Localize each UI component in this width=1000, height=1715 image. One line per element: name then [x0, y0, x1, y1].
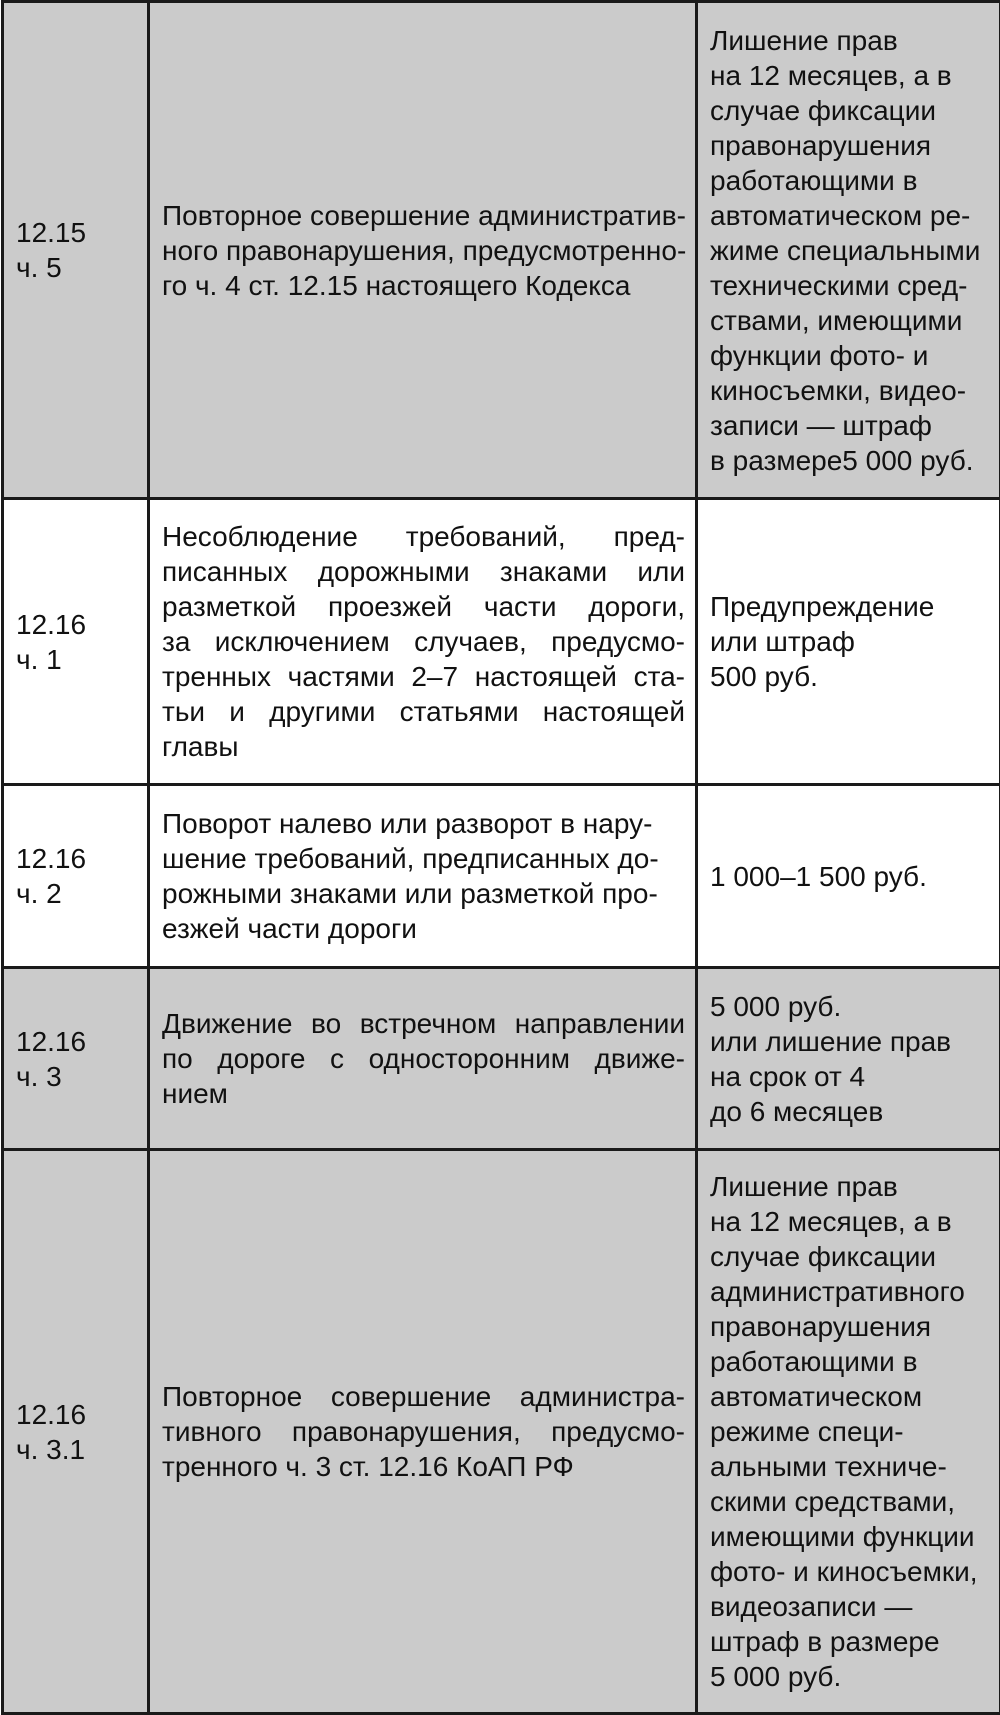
article-number: 12.15: [16, 217, 87, 248]
description-line: Движение во встречном направлении: [162, 1008, 685, 1039]
penalty-line: альными техниче-: [710, 1451, 947, 1482]
penalty-line: Предупреждение: [710, 591, 935, 622]
description-line: нием: [162, 1078, 228, 1109]
article-part: ч. 3: [16, 1060, 62, 1092]
article-part: ч. 5: [16, 252, 62, 283]
article-code-cell: [3, 1150, 149, 1714]
penalty-line: правонарушения: [710, 1311, 932, 1342]
article-part: ч. 2: [16, 878, 62, 909]
penalty-line: киносъемки, видео-: [710, 374, 967, 406]
penalty-cell: [697, 785, 1000, 968]
penalty-line: случае фиксации: [710, 1241, 936, 1272]
penalty-line: записи — штраф: [710, 409, 932, 441]
description-line: за исключением случаев, предусмо-: [162, 626, 685, 657]
fines-table: [1, 0, 1000, 1715]
penalty-line: или штраф: [710, 626, 855, 657]
penalty-line: или лишение прав: [710, 1025, 952, 1057]
penalty-line: в размере5 000 руб.: [710, 444, 974, 476]
penalty-line: на 12 месяцев, а в: [710, 59, 952, 91]
penalty-line: фото- и киносъемки,: [710, 1556, 978, 1587]
table-row: [3, 785, 1000, 968]
table-row: [3, 968, 1000, 1150]
penalty-line: режиме специ-: [710, 1416, 904, 1447]
penalty-line: ствами, имеющими: [710, 304, 963, 336]
penalty-line: имеющими функции: [710, 1521, 975, 1552]
violation-description-cell: [149, 1150, 697, 1714]
penalty-line: правонарушения: [710, 129, 932, 161]
penalty-line: на срок от 4: [710, 1060, 866, 1092]
article-part: ч. 1: [16, 643, 62, 675]
penalty-line: скими средствами,: [710, 1486, 956, 1517]
penalty-line: Лишение прав: [710, 1171, 898, 1202]
penalty-line: административного: [710, 1276, 965, 1307]
article-code-cell: [3, 785, 149, 968]
article-code-cell: [3, 2, 149, 499]
violation-description-cell: [149, 2, 697, 499]
penalty-line: до 6 месяцев: [710, 1095, 884, 1127]
table-row: [3, 2, 1000, 499]
description-line: тьи и другими статьями настоящей: [162, 696, 685, 727]
description-line: Повторное совершение администра-: [162, 1381, 685, 1412]
penalty-cell: [697, 1150, 1000, 1714]
penalty-cell: [697, 2, 1000, 499]
article-number: 12.16: [16, 608, 87, 640]
penalty-line: на 12 месяцев, а в: [710, 1206, 952, 1237]
article-number: 12.16: [16, 1025, 87, 1057]
violation-description-cell: [149, 785, 697, 968]
description-line: го ч. 4 ст. 12.15 настоящего Кодекса: [162, 269, 631, 301]
description-line: Несоблюдение требований, пред-: [162, 521, 685, 552]
description-line: по дороге с односторонним движе-: [162, 1043, 685, 1074]
description-line: Повторное совершение административ-: [162, 199, 687, 231]
penalty-line: случае фиксации: [710, 94, 936, 126]
description-line: шение требований, предписанных до-: [162, 843, 659, 874]
article-part: ч. 3.1: [16, 1433, 86, 1465]
penalty-line: Лишение прав: [710, 24, 898, 56]
description-line: езжей части дороги: [162, 913, 417, 944]
article-code-cell: [3, 499, 149, 785]
penalty-line: жиме специальными: [710, 234, 981, 266]
description-line: главы: [162, 731, 239, 762]
penalty-line: видеозаписи —: [710, 1591, 913, 1622]
description-line: тренных частями 2–7 настоящей ста-: [162, 661, 685, 692]
penalty-line: 500 руб.: [710, 661, 818, 692]
article-number: 12.16: [16, 843, 87, 874]
article-code-cell: [3, 968, 149, 1150]
penalty-line: работающими в: [710, 1346, 918, 1377]
violation-description-cell: [149, 499, 697, 785]
description-line: разметкой проезжей части дороги,: [162, 591, 685, 622]
description-line: Поворот налево или разворот в нару-: [162, 808, 653, 839]
description-line: рожными знаками или разметкой про-: [162, 878, 658, 909]
penalty-line: 5 000 руб.: [710, 1661, 842, 1692]
table-row: [3, 1150, 1000, 1714]
penalty-line: техническими сред-: [710, 269, 968, 301]
description-line: писанных дорожными знаками или: [162, 556, 685, 587]
penalty-cell: [697, 499, 1000, 785]
penalty-line: 1 000–1 500 руб.: [710, 860, 927, 892]
article-number: 12.16: [16, 1398, 87, 1430]
penalty-line: функции фото- и: [710, 339, 929, 371]
violation-description-cell: [149, 968, 697, 1150]
penalty-cell: [697, 968, 1000, 1150]
penalty-line: штраф в размере: [710, 1626, 940, 1657]
penalty-line: автоматическом: [710, 1381, 923, 1412]
penalty-line: работающими в: [710, 164, 918, 196]
description-line: тивного правонарушения, предусмо-: [162, 1416, 685, 1447]
description-line: тренного ч. 3 ст. 12.16 КоАП РФ: [162, 1451, 574, 1482]
penalty-line: автоматическом ре-: [710, 199, 971, 231]
penalty-line: 5 000 руб.: [710, 990, 842, 1022]
table-row: [3, 499, 1000, 785]
description-line: ного правонарушения, предусмотренно-: [162, 234, 687, 266]
